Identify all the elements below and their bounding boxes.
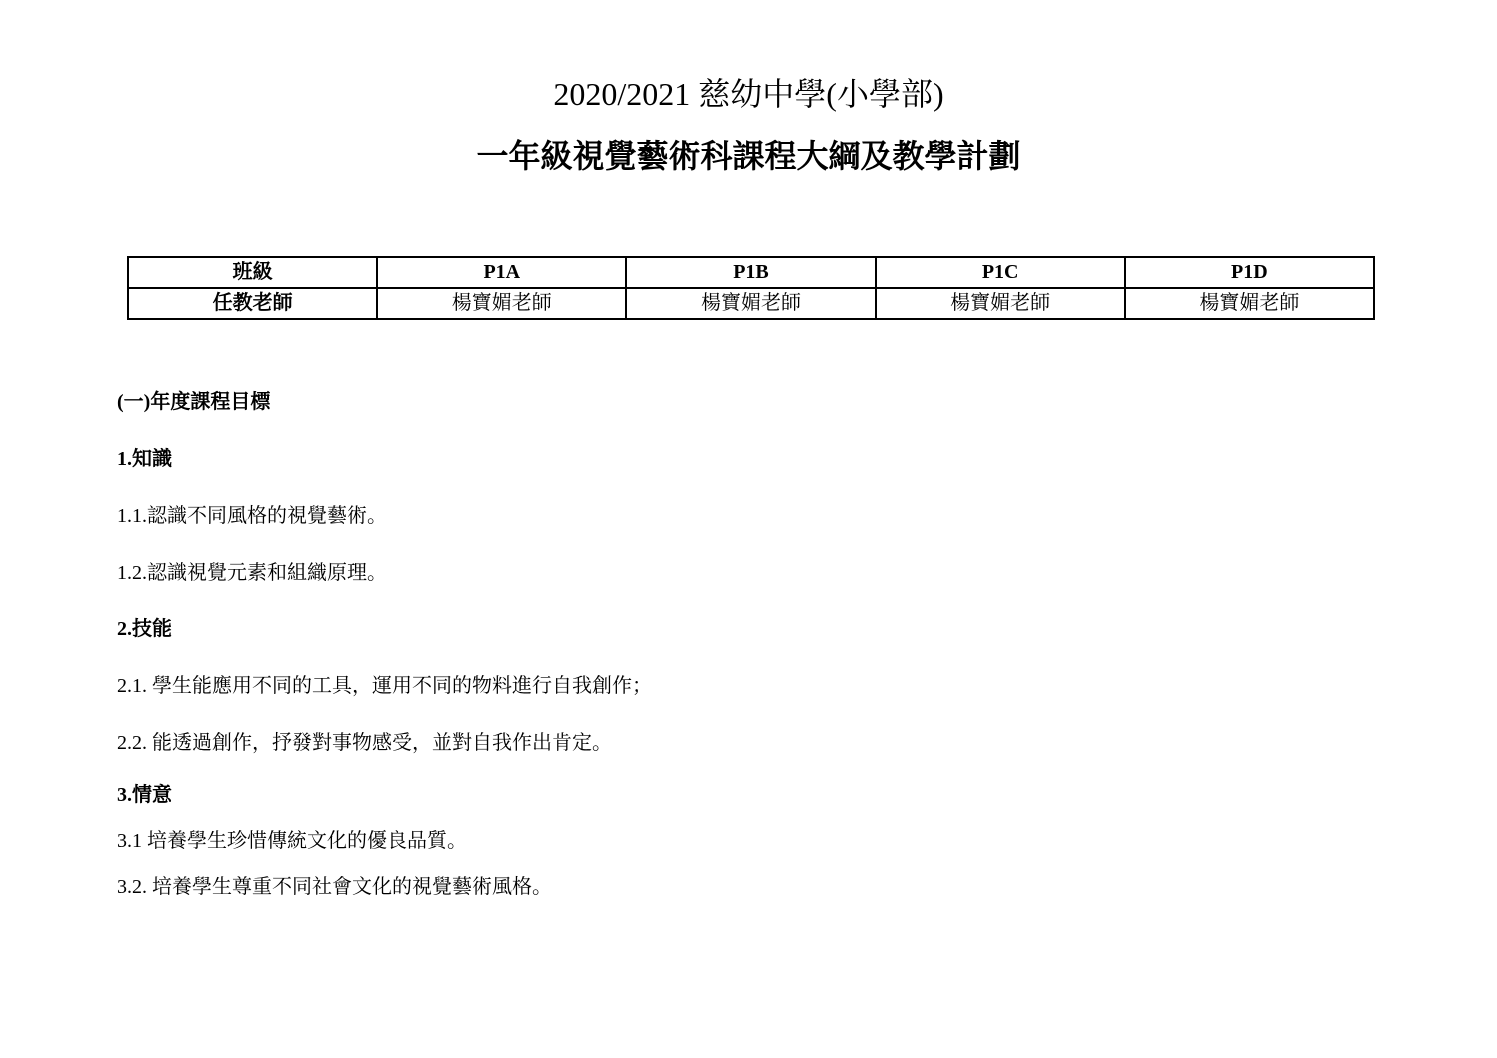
list-item: 2.1. 學生能應用不同的工具，運用不同的物料進行自我創作；: [117, 675, 652, 697]
table-cell-teacher: 楊寶媚老師: [876, 288, 1125, 319]
table-row: [128, 288, 1374, 319]
objectives-heading: (一)年度課程目標: [117, 391, 271, 413]
class-teacher-table: [127, 256, 1375, 320]
table-header-row: [128, 257, 1374, 288]
knowledge-heading: 1.知識: [117, 448, 172, 470]
list-item: 1.2.認識視覺元素和組織原理。: [117, 562, 387, 584]
attitude-heading: 3.情意: [117, 784, 172, 806]
document-subtitle: 一年級視覺藝術科課程大綱及教學計劃: [476, 138, 1021, 174]
table-cell-teacher-label: 任教老師: [128, 288, 377, 319]
table-cell-teacher: 楊寶媚老師: [626, 288, 875, 319]
table-cell-class-label: 班級: [128, 257, 377, 288]
document-title: 2020/2021 慈幼中學(小學部): [553, 76, 944, 112]
table-cell-teacher: 楊寶媚老師: [1125, 288, 1374, 319]
list-item: 3.2. 培養學生尊重不同社會文化的視覺藝術風格。: [117, 876, 552, 898]
list-item: 2.2. 能透過創作，抒發對事物感受，並對自我作出肯定。: [117, 732, 612, 754]
table-cell-class: P1D: [1125, 257, 1374, 288]
list-item: 1.1.認識不同風格的視覺藝術。: [117, 505, 387, 527]
skills-heading: 2.技能: [117, 618, 172, 640]
table-cell-teacher: 楊寶媚老師: [377, 288, 626, 319]
table-cell-class: P1B: [626, 257, 875, 288]
table-cell-class: P1C: [876, 257, 1125, 288]
list-item: 3.1 培養學生珍惜傳統文化的優良品質。: [117, 830, 467, 852]
table-cell-class: P1A: [377, 257, 626, 288]
